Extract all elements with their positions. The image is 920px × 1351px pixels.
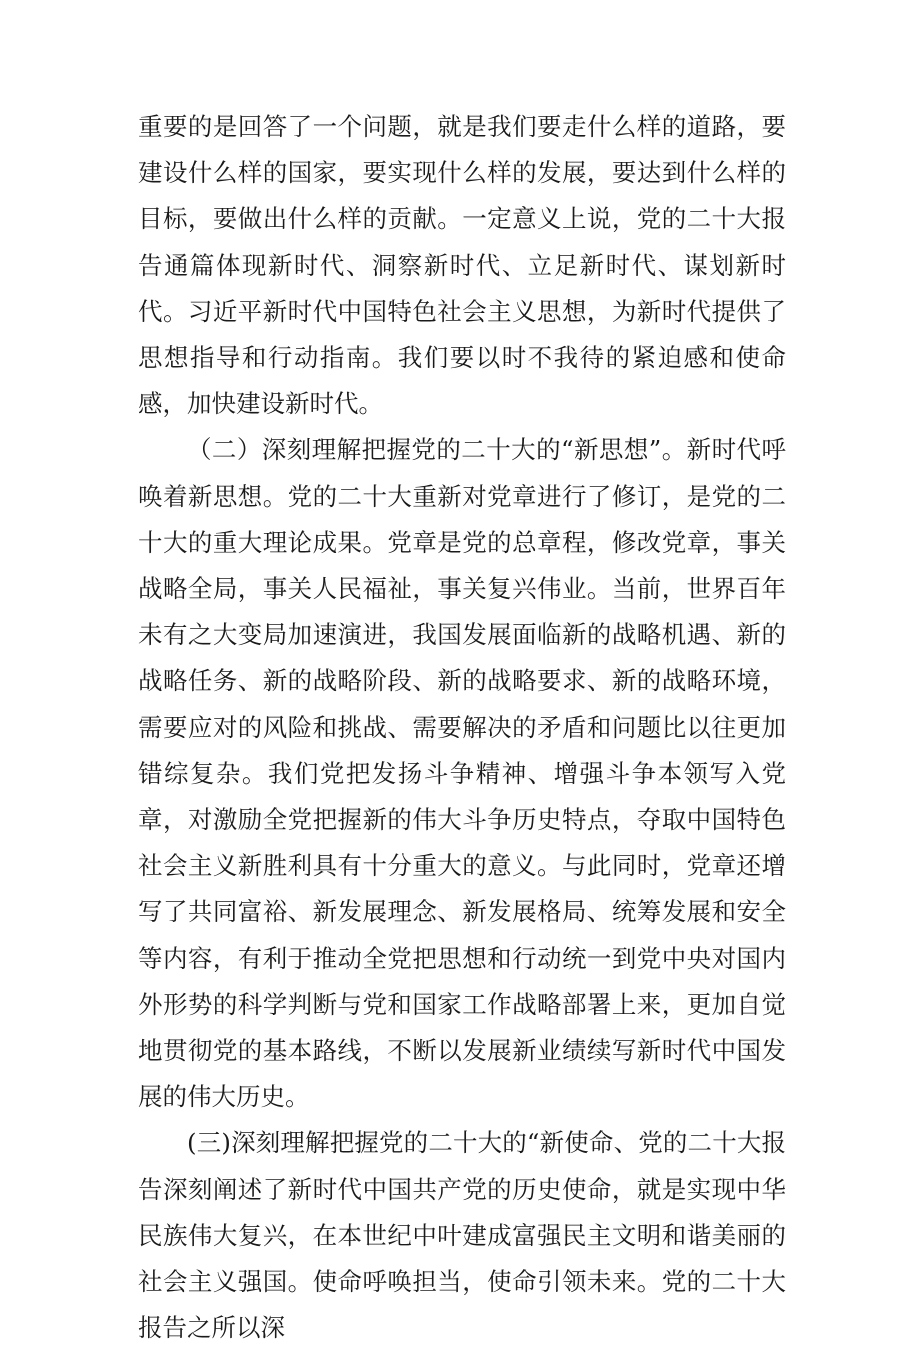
document-body <box>138 104 786 1351</box>
paragraph-continuation: 重要的是回答了一个问题，就是我们要走什么样的道路，要建设什么样的国家，要实现什么样的发展，要达到什么样的目标，要做出什么样的贡献。一定意义上说，党的二十大报告通篇体现新时代、洞察新时代、立足新时代、谋划新时代。习近平新时代中国特色社会主义思想，为新时代提供了思想指导和行动指南。我们要以时不我待的紧迫感和使命感，加快建设新时代。 <box>138 112 786 419</box>
paragraph-section-3: (三)深刻理解把握党的二十大的“新使命、党的二十大报告深刻阐述了新时代中国共产党的历史使命，就是实现中华民族伟大复兴，在本世纪中叶建成富强民主文明和谐美丽的社会主义强国。使命呼唤担当，使命引领未来。党的二十大报告之所以深 <box>138 1128 786 1343</box>
paragraph-section-2: （二）深刻理解把握党的二十大的“新思想”。新时代呼唤着新思想。党的二十大重新对党章进行了修订，是党的二十大的重大理论成果。党章是党的总章程，修改党章，事关战略全局，事关人民福祉，事关复兴伟业。当前，世界百年未有之大变局加速演进，我国发展面临新的战略机遇、新的战略任务、新的战略阶段、新的战略要求、新的战略环境，需要应对的风险和挑战、需要解决的矛盾和问题比以往更加错综复杂。我们党把发扬斗争精神、增强斗争本领写入党章，对激励全党把握新的伟大斗争历史特点，夺取中国特色社会主义新胜利具有十分重大的意义。与此同时，党章还增写了共同富裕、新发展理念、新发展格局、统筹发展和安全等内容，有利于推动全党把思想和行动统一到党中央对国内外形势的科学判断与党和国家工作战略部署上来，更加自觉地贯彻党的基本路线，不断以发展新业绩续写新时代中国发展的伟大历史。 <box>138 435 786 1112</box>
